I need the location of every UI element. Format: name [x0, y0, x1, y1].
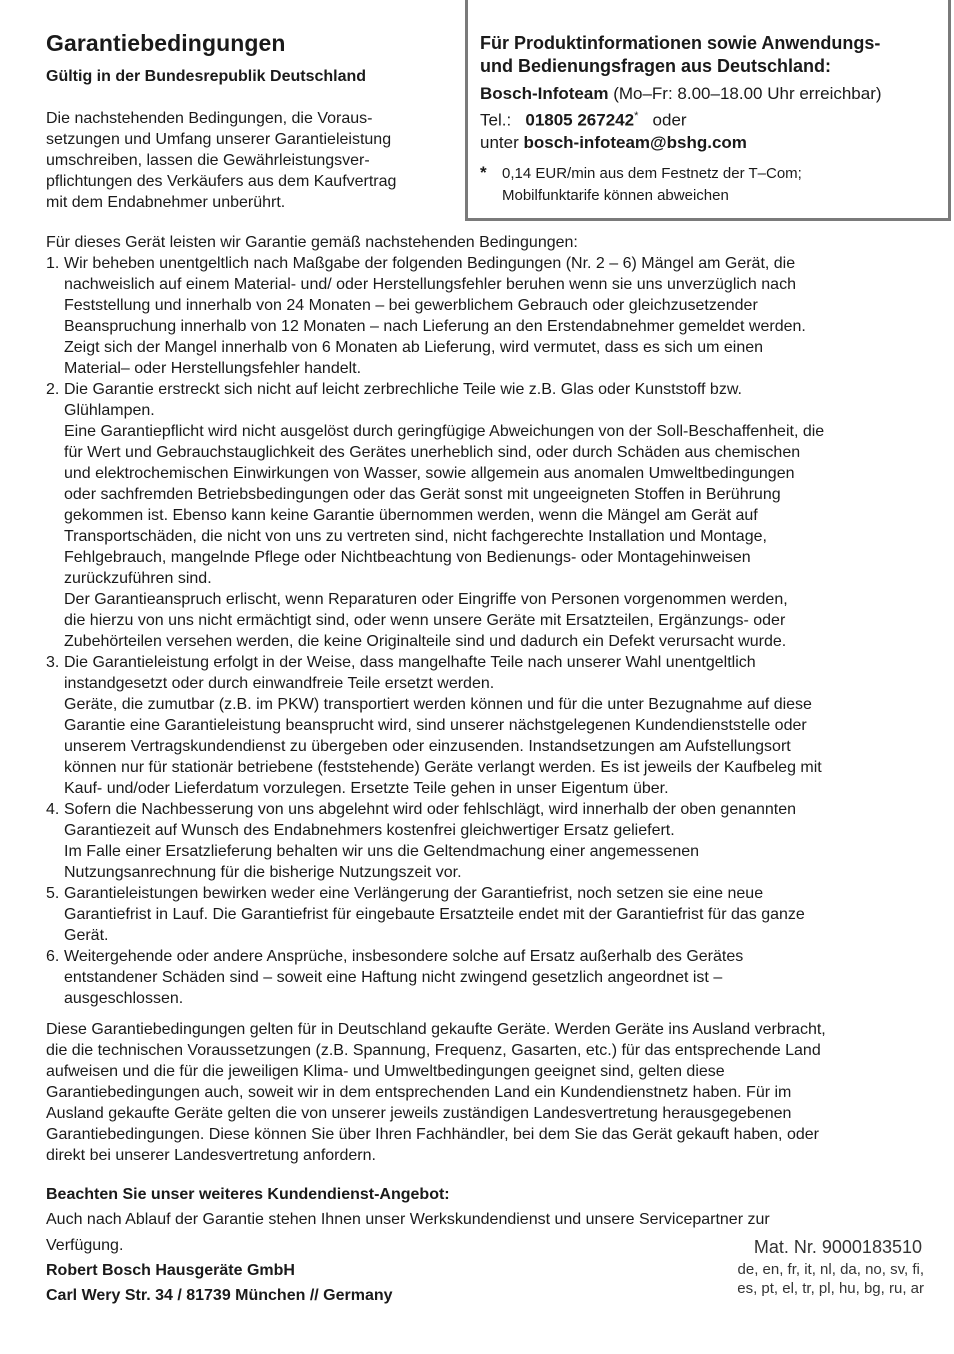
- condition-text: Garantiezeit auf Wunsch des Endabnehmers kostenfrei gleichwertiger Ersatz geliefert.: [64, 822, 675, 839]
- condition-text: Die Garantie erstreckt sich nicht auf leicht zerbrechliche Teile wie z.B. Glas oder Kunststoff bzw.: [64, 381, 742, 398]
- condition-line: [46, 568, 926, 589]
- infoteam-line: [480, 84, 882, 104]
- condition-line: [46, 799, 926, 820]
- condition-text: Wir beheben unentgeltlich nach Maßgabe der folgenden Bedingungen (Nr. 2 – 6) Mängel am Gerät, die: [64, 255, 796, 272]
- condition-line: [46, 862, 926, 883]
- condition-line: [46, 967, 926, 988]
- condition-line: [46, 946, 926, 967]
- condition-text: nachweislich auf einem Material- und/ oder Herstellungsfehler beruhen wenn sie uns unverzüglich nach: [64, 276, 796, 293]
- infobox-heading: [480, 32, 880, 78]
- condition-text: Der Garantieanspruch erlischt, wenn Reparaturen oder Eingriffe von Personen vorgenommen werden,: [64, 591, 788, 608]
- condition-line: [46, 883, 926, 904]
- condition-line: [46, 316, 926, 337]
- condition-number: 2.: [46, 381, 60, 398]
- condition-text: Garantiefrist in Lauf. Die Garantiefrist für eingebaute Ersatzteile endet mit der Garantiefrist für das ganze: [64, 906, 805, 923]
- condition-text: Weitergehende oder andere Ansprüche, insbesondere solche auf Ersatz außerhalb des Gerätes: [64, 948, 744, 965]
- closing-line: die die technischen Voraussetzungen (z.B. Spannung, Frequenz, Gasarten, etc.) für das entsprechende Land: [46, 1042, 821, 1059]
- condition-line: [46, 736, 926, 757]
- condition-line: [46, 988, 926, 1009]
- page-title: Garantiebedingungen: [46, 30, 286, 56]
- condition-text: gekommen ist. Ebenso kann keine Garantie übernommen werden, wenn die Mängel am Gerät auf: [64, 507, 758, 524]
- condition-text: Gerät.: [64, 927, 109, 944]
- condition-text: Zeigt sich der Mangel innerhalb von 6 Monaten ab Lieferung, wird vermutet, dass es sich um einen: [64, 339, 764, 356]
- condition-line: [46, 400, 926, 421]
- condition-text: entstandener Schäden sind – soweit eine Haftung nicht zwingend gesetzlich angeordnet ist –: [64, 969, 723, 986]
- infobox-heading-line: und Bedienungsfragen aus Deutschland:: [480, 56, 832, 76]
- condition-line: [46, 694, 926, 715]
- company-address: Carl Wery Str. 34 / 81739 München // Germany: [46, 1287, 393, 1304]
- condition-text: Feststellung und innerhalb von 24 Monaten – bei gewerblichem Gebrauch oder gleichzusetzender: [64, 297, 758, 314]
- condition-text: Im Falle einer Ersatzlieferung behalten wir uns die Geltendmachung einer angemessenen: [64, 843, 700, 860]
- condition-line: [46, 778, 926, 799]
- condition-number: 6.: [46, 948, 60, 965]
- condition-line: [46, 631, 926, 652]
- material-number: Mat. Nr. 9000183510: [753, 1237, 922, 1257]
- condition-line: [46, 253, 926, 274]
- condition-line: [46, 526, 926, 547]
- closing-line: aufweisen und die für die jeweiligen Klima- und Umweltbedingungen geeignet sind, gelten diese: [46, 1063, 725, 1080]
- condition-text: Glühlampen.: [64, 402, 155, 419]
- condition-text: Kauf- und/oder Lieferdatum vorzulegen. Ersetzte Teile gehen in unser Eigentum über.: [64, 780, 669, 797]
- infobox-heading-line: Für Produktinformationen sowie Anwendungs-: [480, 33, 881, 53]
- condition-line: [46, 463, 926, 484]
- closing-line: Garantiebedingungen auch, soweit wir in dem entsprechenden Land ein Kundendienstnetz haben. Für im: [46, 1084, 792, 1101]
- note-line: Mobilfunktarife können abweichen: [502, 187, 729, 204]
- closing-line: Diese Garantiebedingungen gelten für in Deutschland gekaufte Geräte. Werden Geräte ins Ausland verbracht,: [46, 1021, 826, 1038]
- condition-line: [46, 505, 926, 526]
- company-block: [46, 1258, 393, 1308]
- closing-line: Ausland gekaufte Geräte gelten die von unserer jeweils zuständigen Landesvertretung herausgegebenen: [46, 1105, 792, 1122]
- condition-line: [46, 904, 926, 925]
- condition-text: Nutzungsanrechnung für die bisherige Nutzungszeit vor.: [64, 864, 462, 881]
- email-line: [480, 133, 747, 153]
- condition-text: Eine Garantiepflicht wird nicht ausgelöst durch geringfügige Abweichungen von der Soll-Beschaffenheit, die: [64, 423, 825, 440]
- condition-text: Beanspruchung innerhalb von 12 Monaten – nach Lieferung an den Erstendabnehmer gemeldet werden.: [64, 318, 806, 335]
- service-text: [46, 1207, 770, 1259]
- intro-line: pflichtungen des Verkäufers aus dem Kaufvertrag: [46, 173, 397, 190]
- condition-text: Garantieleistungen bewirken weder eine Verlängerung der Garantiefrist, noch setzen sie eine neue: [64, 885, 764, 902]
- tel-or: oder: [652, 110, 687, 130]
- closing-paragraph: [46, 1019, 926, 1166]
- warranty-conditions: [46, 232, 926, 1009]
- email-prefix: unter: [480, 133, 524, 152]
- condition-line: [46, 547, 926, 568]
- condition-text: für Wert und Gebrauchstauglichkeit des Gerätes unerheblich sind, oder durch Schäden aus chemischen: [64, 444, 801, 461]
- infoteam-hours: (Mo–Fr: 8.00–18.00 Uhr erreichbar): [608, 84, 882, 103]
- condition-line: [46, 358, 926, 379]
- service-line: Verfügung.: [46, 1237, 124, 1254]
- asterisk-icon: *: [480, 163, 487, 182]
- company-name: Robert Bosch Hausgeräte GmbH: [46, 1262, 295, 1279]
- condition-number: 1.: [46, 255, 60, 272]
- condition-line: [46, 337, 926, 358]
- closing-line: Garantiebedingungen. Diese können Sie über Ihren Fachhändler, bei dem Sie das Gerät gekauft haben, oder: [46, 1126, 819, 1143]
- condition-text: Fehlgebrauch, mangelnde Pflege oder Nichtbeachtung von Bedienungs- oder Montagehinweisen: [64, 549, 751, 566]
- intro-line: Die nachstehenden Bedingungen, die Voraus-: [46, 110, 373, 127]
- condition-text: Sofern die Nachbesserung von uns abgelehnt wird oder fehlschlägt, wird innerhalb der oben genannten: [64, 801, 797, 818]
- telephone-line: [480, 110, 687, 131]
- condition-line: [46, 274, 926, 295]
- intro-paragraph: [46, 108, 456, 213]
- condition-line: [46, 841, 926, 862]
- condition-text: können nur für stationär betriebene (feststehende) Geräte verlangt werden. Es ist jeweils der Kaufbeleg mit: [64, 759, 822, 776]
- tel-number[interactable]: 01805 267242: [525, 110, 635, 130]
- condition-text: Die Garantieleistung erfolgt in der Weise, dass mangelhafte Teile nach unserer Wahl unentgeltlich: [64, 654, 756, 671]
- service-heading: Beachten Sie unser weiteres Kundendienst-Angebot:: [46, 1186, 450, 1203]
- condition-line: [46, 652, 926, 673]
- service-line: Auch nach Ablauf der Garantie stehen Ihnen unser Werkskundendienst und unsere Servicepartner zur: [46, 1211, 770, 1228]
- language-line: es, pt, el, tr, pl, hu, bg, ru, ar: [737, 1280, 924, 1297]
- email-address-link[interactable]: bosch-infoteam@bshg.com: [523, 133, 747, 152]
- condition-text: Geräte, die zumutbar (z.B. im PKW) transportiert werden können und für die unter Bezugnahme auf diese: [64, 696, 812, 713]
- condition-number: 3.: [46, 654, 60, 671]
- tel-label: Tel.:: [480, 110, 512, 130]
- condition-line: [46, 379, 926, 400]
- condition-text: unserem Vertragskundendienst zu übergeben oder einzusenden. Instandsetzungen am Aufstellungsort: [64, 738, 791, 755]
- intro-line: umschreiben, lassen die Gewährleistungsver-: [46, 152, 370, 169]
- intro-line: setzungen und Umfang unserer Garantieleistung: [46, 131, 392, 148]
- infoteam-name: Bosch-Infoteam: [480, 84, 609, 103]
- condition-line: [46, 484, 926, 505]
- note-line: 0,14 EUR/min aus dem Festnetz der T–Com;: [502, 165, 802, 182]
- condition-text: Material– oder Herstellungsfehler handelt.: [64, 360, 362, 377]
- condition-text: zurückzuführen sind.: [64, 570, 212, 587]
- condition-line: [46, 820, 926, 841]
- language-line: de, en, fr, it, nl, da, no, sv, fi,: [737, 1261, 924, 1278]
- condition-line: [46, 442, 926, 463]
- condition-line: [46, 715, 926, 736]
- tel-star: *: [634, 110, 639, 122]
- condition-line: [46, 421, 926, 442]
- condition-text: ausgeschlossen.: [64, 990, 184, 1007]
- condition-text: oder sachfremden Betriebsbedingungen oder das Gerät sonst mit ungeeigneten Stoffen in Berührung: [64, 486, 781, 503]
- condition-line: [46, 610, 926, 631]
- condition-line: [46, 925, 926, 946]
- page-subtitle: Gültig in der Bundesrepublik Deutschland: [46, 68, 367, 85]
- condition-text: Zubehörteilen versehen werden, die keine Originalteile sind und dadurch ein Defekt verursacht wurde.: [64, 633, 787, 650]
- condition-text: Garantie eine Garantieleistung beansprucht wird, sind unserer nächstgelegenen Kundendienststelle oder: [64, 717, 807, 734]
- condition-number: 5.: [46, 885, 60, 902]
- condition-text: Transportschäden, die nicht von uns zu vertreten sind, nicht fachgerechte Installation und Montage,: [64, 528, 767, 545]
- closing-line: direkt bei unserer Landesvertretung anfordern.: [46, 1147, 376, 1164]
- condition-text: und elektrochemischen Einwirkungen von Wasser, sowie allgemein aus anomalen Umweltbedingungen: [64, 465, 795, 482]
- condition-text: instandgesetzt oder durch einwandfreie Teile ersetzt werden.: [64, 675, 495, 692]
- condition-number: 4.: [46, 801, 60, 818]
- contact-infobox: [465, 0, 951, 221]
- language-codes: [737, 1260, 924, 1298]
- condition-text: die hierzu von uns nicht ermächtigt sind, oder wenn unsere Geräte mit Ersatzteilen, Ergänzungs- oder: [64, 612, 786, 629]
- condition-line: [46, 757, 926, 778]
- condition-line: [46, 673, 926, 694]
- condition-line: [46, 295, 926, 316]
- tariff-note: [480, 162, 802, 207]
- conditions-intro: Für dieses Gerät leisten wir Garantie gemäß nachstehenden Bedingungen:: [46, 234, 578, 251]
- condition-line: [46, 589, 926, 610]
- intro-line: mit dem Endabnehmer unberührt.: [46, 194, 286, 211]
